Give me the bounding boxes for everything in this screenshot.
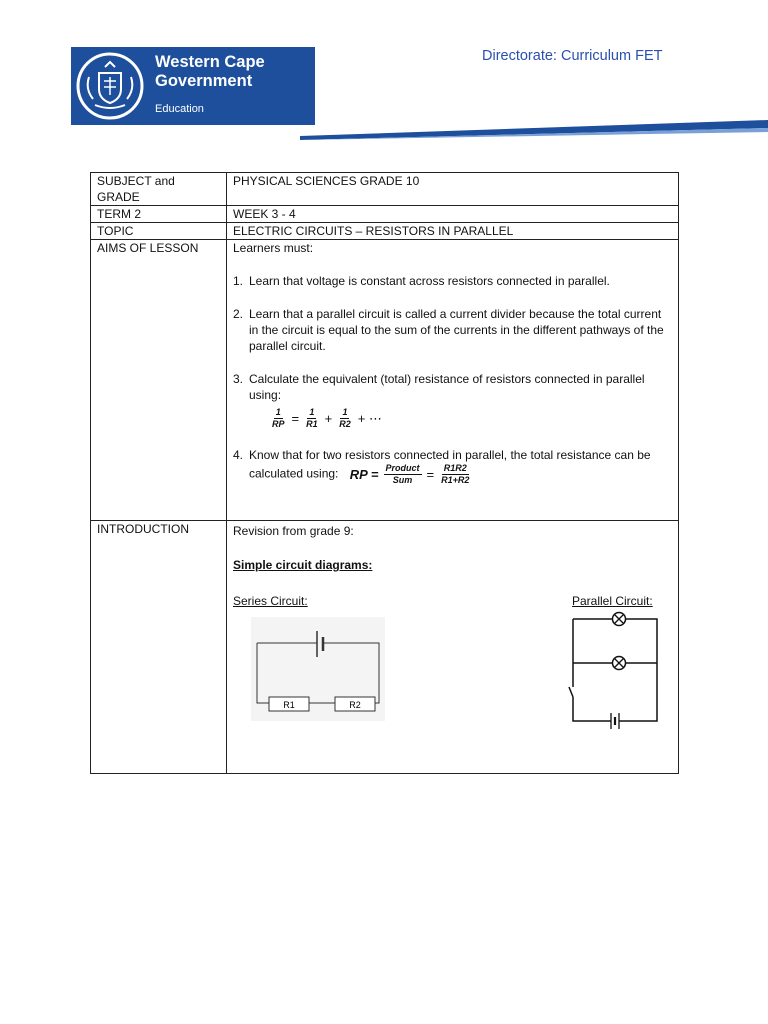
- lesson-plan-table: [90, 172, 679, 774]
- parallel-circuit-label: Parallel Circuit:: [572, 594, 653, 608]
- wcg-logo: [71, 47, 315, 125]
- table-row-aims: [91, 240, 679, 521]
- table-row: [91, 223, 679, 240]
- introduction-label: INTRODUCTION: [91, 521, 227, 774]
- coat-of-arms-icon: [75, 51, 145, 121]
- header-swoosh: [300, 118, 768, 140]
- aims-intro: Learners must:: [233, 241, 314, 255]
- list-item: 4. Know that for two resistors connected in parallel, the total resistance can be calculated using: RP = $\frac{\text{Product}}{\text{Sum}}$ = $\frac{R1R2}{R1+R2}$: [233, 448, 651, 485]
- r1-label: R1: [283, 700, 295, 710]
- table-row: [91, 173, 679, 206]
- table-row: [91, 206, 679, 223]
- aims-content: [227, 240, 679, 521]
- org-department: Education: [155, 103, 204, 115]
- list-item: 2. Learn that a parallel circuit is called a current divider because the total current in the circuit is equal to the sum of the currents in the different pathways of the parallel circuit.: [233, 307, 664, 353]
- revision-text: Revision from grade 9:: [233, 524, 354, 538]
- row-value: WEEK 3 - 4: [227, 206, 679, 223]
- series-circuit-label: Series Circuit:: [233, 594, 308, 608]
- row-label: TOPIC: [91, 223, 227, 240]
- series-circuit-diagram: [251, 617, 385, 721]
- row-value: ELECTRIC CIRCUITS – RESISTORS IN PARALLEL: [227, 223, 679, 240]
- org-name: Western Cape Government: [155, 53, 265, 90]
- two-resistor-formula: RP = $\frac{\text{Product}}{\text{Sum}}$ = $\frac{R1R2}{R1+R2}$: [349, 463, 470, 485]
- aims-label: AIMS OF LESSON: [91, 240, 227, 521]
- circuit-diagrams-heading: Simple circuit diagrams:: [233, 558, 373, 572]
- table-row-introduction: [91, 521, 679, 774]
- parallel-circuit-diagram: [567, 609, 663, 731]
- row-label: TERM 2: [91, 206, 227, 223]
- introduction-content: [227, 521, 679, 774]
- list-item: 3. Calculate the equivalent (total) resistance of resistors connected in parallel using: $\frac{1}{RP}$ = $\frac{1}{R1}$ + $\frac{1}{R2}$ + ⋯: [233, 372, 645, 429]
- list-item: 1. Learn that voltage is constant across resistors connected in parallel.: [233, 274, 610, 288]
- parallel-resistance-formula: $\frac{1}{RP}$ = $\frac{1}{R1}$ + $\frac{1}{R2}$ + ⋯: [272, 407, 382, 429]
- directorate-title: Directorate: Curriculum FET: [482, 48, 663, 64]
- row-label: SUBJECT and GRADE: [91, 173, 227, 206]
- r2-label: R2: [349, 700, 361, 710]
- switch-icon: [569, 687, 573, 697]
- row-value: PHYSICAL SCIENCES GRADE 10: [227, 173, 679, 206]
